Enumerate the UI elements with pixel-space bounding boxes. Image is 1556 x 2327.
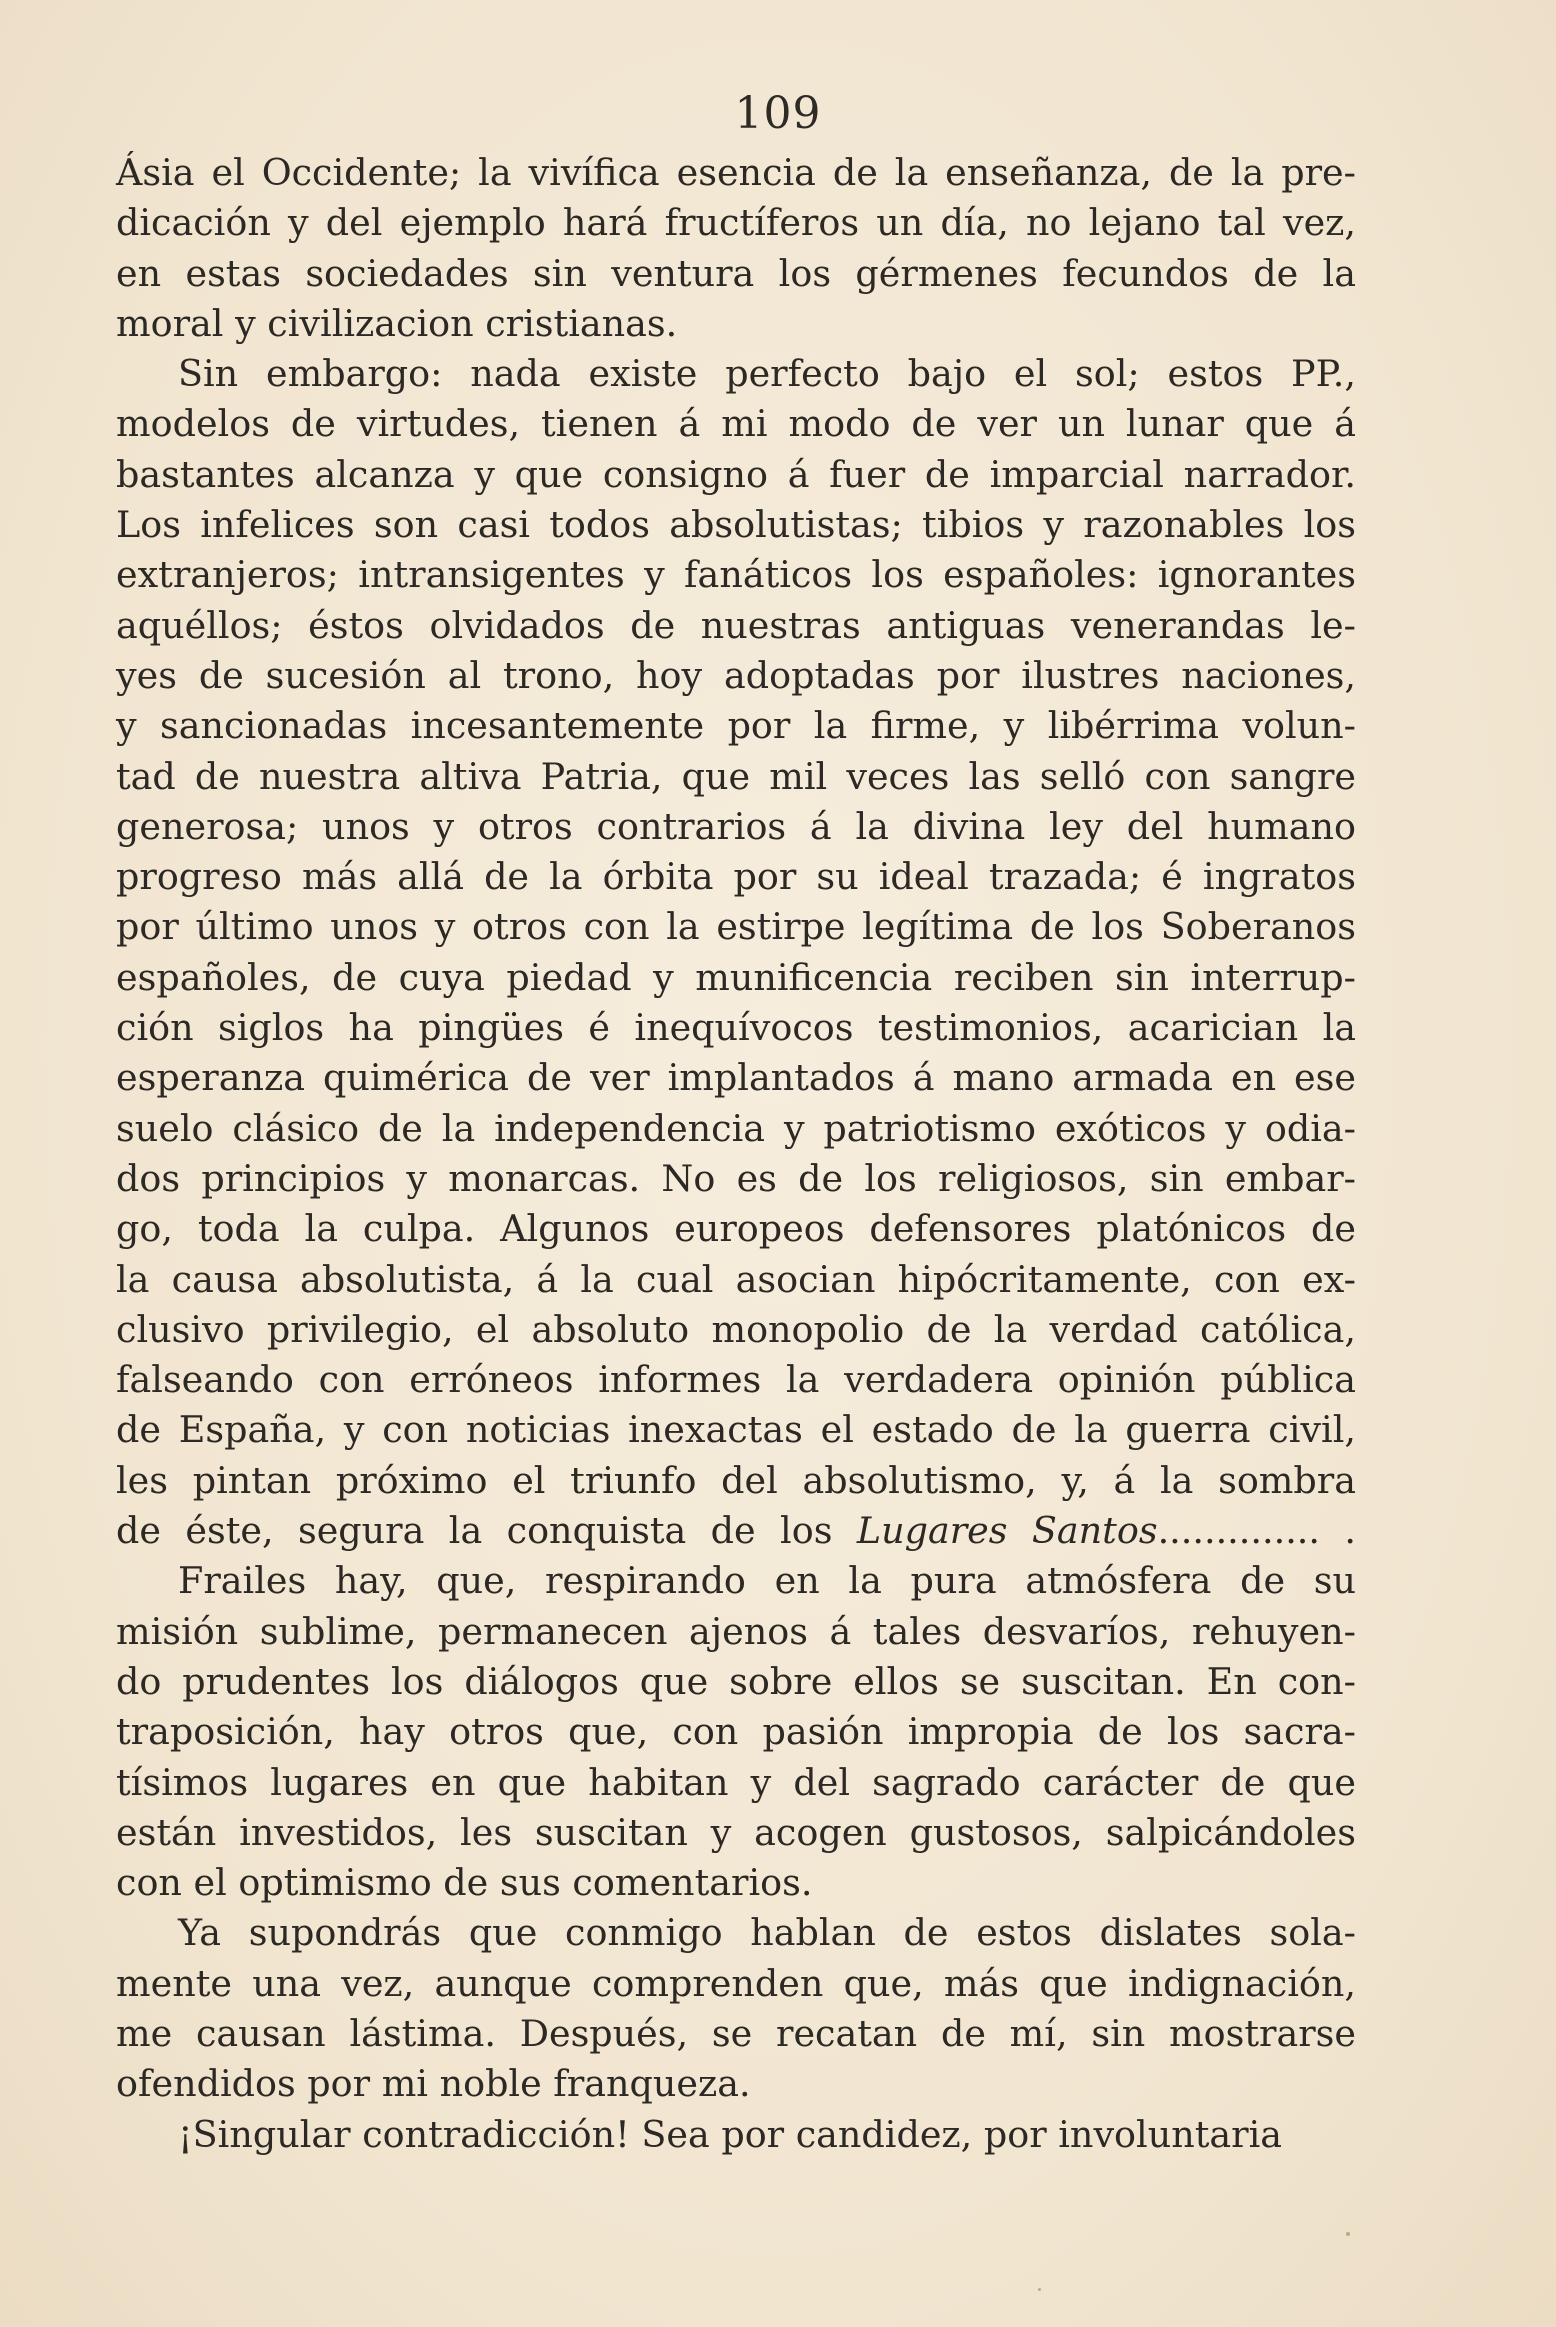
text-line: me causan lástima. Después, se recatan de mí, sin mostrarse [116, 2011, 1356, 2055]
text-segment: de éste, segura la conquista de los [116, 1509, 857, 1553]
text-line: moral y civilizacion cristianas. [116, 301, 678, 345]
text-line: Sin embargo: nada existe perfecto bajo el sol; estos PP., [178, 352, 1356, 396]
text-line: por último unos y otros con la estirpe legítima de los Soberanos [116, 905, 1356, 949]
text-line: misión sublime, permanecen ajenos á tales desvaríos, rehuyen- [116, 1609, 1356, 1653]
text-line: mente una vez, aunque comprenden que, más que indignación, [116, 1961, 1356, 2005]
text-line: ofendidos por mi noble franqueza. [116, 2062, 751, 2106]
text-line: traposición, hay otros que, con pasión impropia de los sacra- [116, 1710, 1356, 1754]
page-number: 109 [734, 88, 822, 139]
text-line: do prudentes los diálogos que sobre ellos se suscitan. En con- [116, 1659, 1356, 1703]
text-line: les pintan próximo el triunfo del absolutismo, y, á la sombra [116, 1458, 1356, 1502]
text-line: con el optimismo de sus comentarios. [116, 1861, 813, 1905]
paper-speck [1038, 2288, 1041, 2291]
text-line: yes de sucesión al trono, hoy adoptadas por ilustres naciones, [116, 653, 1356, 697]
text-line: falseando con erróneos informes la verdadera opinión pública [116, 1358, 1356, 1402]
text-line: españoles, de cuya piedad y munificencia reciben sin interrup- [116, 955, 1356, 999]
text-line: aquéllos; éstos olvidados de nuestras antiguas venerandas le- [116, 603, 1356, 647]
text-line: clusivo privilegio, el absoluto monopolio de la verdad católica, [116, 1307, 1356, 1351]
text-line: Ásia el Occidente; la vivífica esencia de la enseñanza, de la pre- [116, 151, 1356, 194]
text-line: tísimos lugares en que habitan y del sagrado carácter de que [116, 1760, 1356, 1804]
text-line: go, toda la culpa. Algunos europeos defensores platónicos de [116, 1207, 1356, 1251]
body-text [116, 148, 1356, 2160]
text-line: en estas sociedades sin ventura los gérmenes fecundos de la [116, 251, 1356, 295]
text-line: progreso más allá de la órbita por su ideal trazada; é ingratos [116, 855, 1356, 899]
text-line: de España, y con noticias inexactas el estado de la guerra civil, [116, 1408, 1356, 1452]
text-line: bastantes alcanza y que consigno á fuer de imparcial narrador. [116, 452, 1356, 496]
text-line: ¡Singular contradicción! Sea por candidez, por involuntaria [178, 2112, 1283, 2156]
text-line: tad de nuestra altiva Patria, que mil veces las selló con sangre [116, 754, 1356, 798]
text-line: esperanza quimérica de ver implantados á mano armada en ese [116, 1056, 1356, 1100]
text-line: dos principios y monarcas. No es de los religiosos, sin embar- [116, 1156, 1356, 1200]
text-line: generosa; unos y otros contrarios á la divina ley del humano [116, 804, 1356, 848]
text-line: extranjeros; intransigentes y fanáticos los españoles: ignorantes [116, 553, 1356, 597]
text-line: ción siglos ha pingües é inequívocos testimonios, acarician la [116, 1006, 1356, 1050]
text-line: Los infelices son casi todos absolutistas; tibios y razonables los [116, 503, 1356, 547]
text-segment: .............. . [1157, 1509, 1357, 1553]
italic-segment: Lugares Santos [856, 1509, 1158, 1553]
text-line: la causa absolutista, á la cual asocian hipócritamente, con ex- [116, 1257, 1356, 1301]
text-line-with-italic [116, 1506, 1356, 1556]
text-line: suelo clásico de la independencia y patriotismo exóticos y odia- [116, 1106, 1356, 1150]
text-line: dicación y del ejemplo hará fructíferos un día, no lejano tal vez, [116, 201, 1356, 245]
text-line: Frailes hay, que, respirando en la pura atmósfera de su [178, 1559, 1356, 1603]
text-line: están investidos, les suscitan y acogen gustosos, salpicándoles [116, 1810, 1356, 1854]
paper-speck [1346, 2232, 1350, 2236]
text-line: Ya supondrás que conmigo hablan de estos dislates sola- [178, 1911, 1356, 1955]
text-line: y sancionadas incesantemente por la firme, y libérrima volun- [116, 704, 1356, 748]
text-line: modelos de virtudes, tienen á mi modo de ver un lunar que á [116, 402, 1356, 446]
